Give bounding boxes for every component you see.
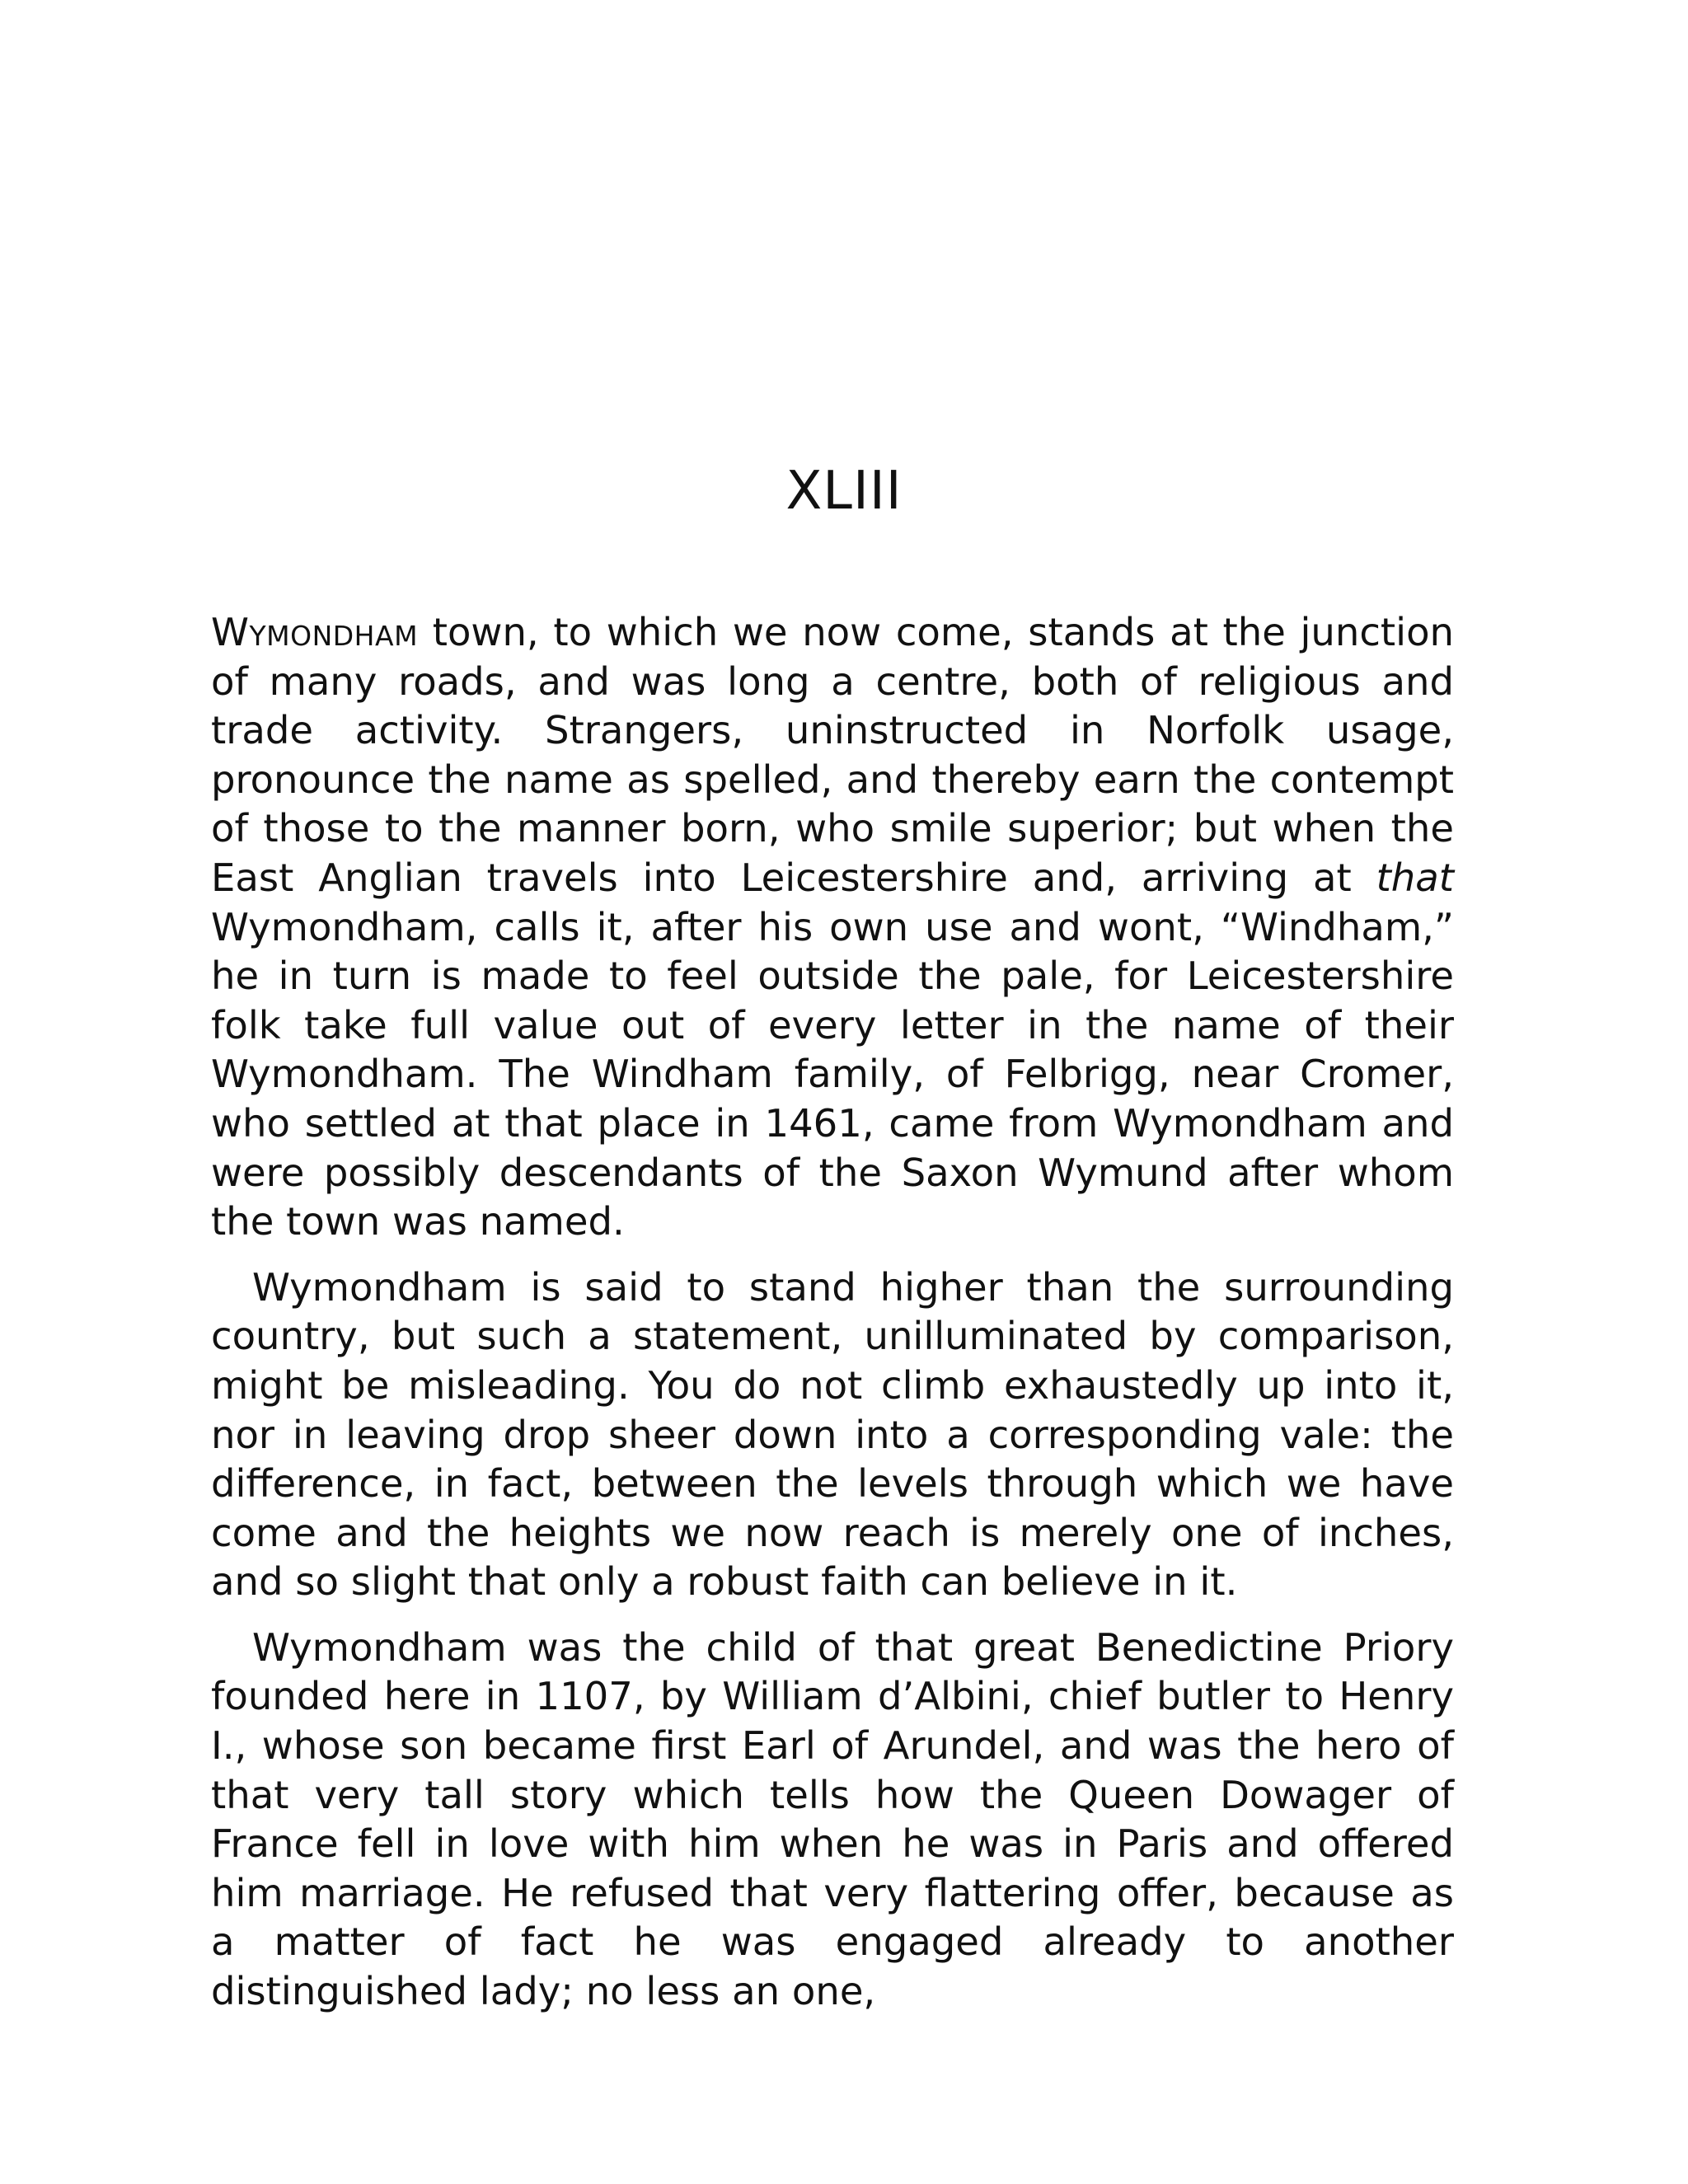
- paragraph-1-text-part-1: town, to which we now come, stands at the junction of many roads, and was long a centre, both of religious and trade activity. Strangers, uninstructed in Norfolk usage, pronounce the name as spelled, and thereby earn the contempt of those to the manner born, who smile superior; but when the East Anglian travels into Leicestershire and, arriving at: [211, 610, 1454, 900]
- paragraph-1-text-part-2: Wymondham, calls it, after his own use and wont, “Windham,” he in turn is made to feel outside the pale, for Leicestershire folk take full value out of every letter in the name of their Wymondham. The Windham family, of Felbrigg, near Cromer, who settled at that place in 1461, came from Wymondham and were possibly descendants of the Saxon Wymund after whom the town was named.: [211, 904, 1454, 1244]
- paragraph-3: Wymondham was the child of that great Benedictine Priory founded here in 1107, by William d’Albini, chief butler to Henry I., whose son became first Earl of Arundel, and was the hero of that very tall story which tells how the Queen Dowager of France fell in love with him when he was in Paris and offered him marriage. He refused that very flattering offer, because as a matter of fact he was engaged already to another distinguished lady; no less an one,: [211, 1624, 1454, 2014]
- chapter-title: XLIII: [785, 461, 903, 522]
- chapter-body: [211, 608, 1454, 2033]
- paragraph-1-italic-word: that: [1376, 855, 1454, 900]
- paragraph-2: Wymondham is said to stand higher than the surrounding country, but such a statement, unilluminated by comparison, might be misleading. You do not climb exhaustedly up into it, nor in leaving drop sheer down into a corresponding vale: the difference, in fact, between the levels through which we have come and the heights we now reach is merely one of inches, and so slight that only a robust faith can believe in it.: [211, 1264, 1454, 1605]
- paragraph-1-lead-word: Wymondham: [211, 610, 419, 654]
- paragraph-1: [211, 608, 1454, 1247]
